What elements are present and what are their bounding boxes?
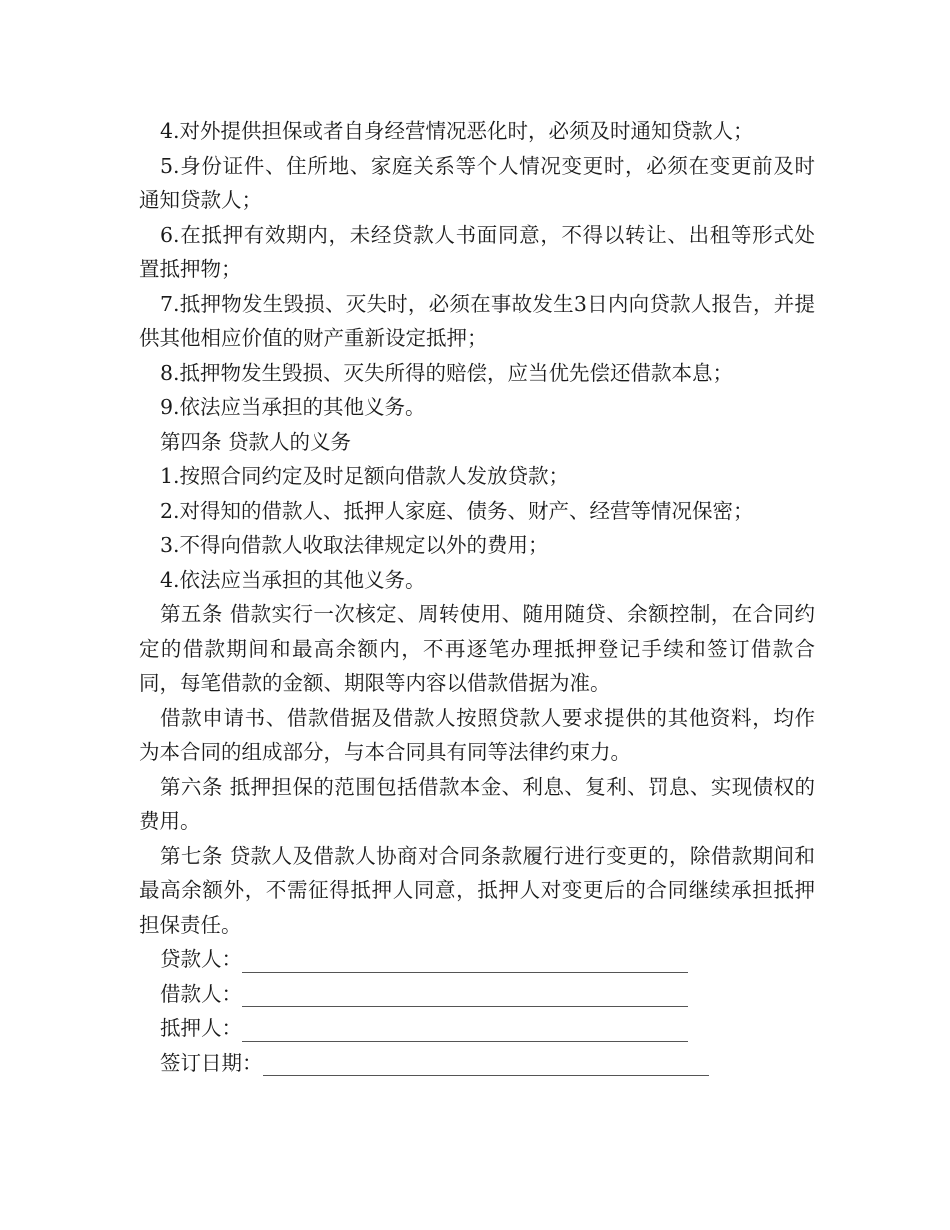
signing-date-row (139, 1046, 815, 1081)
lender-duty-2: 2.对得知的借款人、抵押人家庭、债务、财产、经营等情况保密； (160, 498, 754, 523)
clause-obligation-7: 7.抵押物发生毁损、灭失时，必须在事故发生3日内向贷款人报告，并提供其他相应价值的财产重新设定抵押； (139, 291, 815, 350)
mortgagor-signature-label: 抵押人： (160, 1016, 242, 1040)
lender-signature-line[interactable] (242, 952, 688, 973)
signing-date-label: 签订日期： (160, 1050, 263, 1075)
mortgagor-signature-line[interactable] (242, 1021, 688, 1042)
article-7: 第七条 贷款人及借款人协商对合同条款履行进行变更的，除借款期间和最高余额外，不需征得抵押人同意，抵押人对变更后的合同继续承担抵押担保责任。 (139, 843, 815, 937)
lender-duty-4: 4.依法应当承担的其他义务。 (160, 567, 426, 592)
signing-date-line[interactable] (263, 1055, 709, 1076)
clause-obligation-4: 4.对外提供担保或者自身经营情况恶化时，必须及时通知贷款人； (160, 119, 754, 143)
lender-signature-row (139, 942, 815, 977)
contract-page (139, 114, 815, 1080)
mortgagor-signature-row (139, 1011, 815, 1046)
article-6: 第六条 抵押担保的范围包括借款本金、利息、复利、罚息、实现债权的费用。 (139, 774, 815, 833)
lender-duty-1: 1.按照合同约定及时足额向借款人发放贷款； (160, 464, 570, 488)
article-4-heading: 第四条 贷款人的义务 (160, 429, 352, 454)
clause-obligation-6: 6.在抵押有效期内，未经贷款人书面同意，不得以转让、出租等形式处置抵押物； (139, 222, 815, 281)
article-5: 第五条 借款实行一次核定、周转使用、随用随贷、余额控制，在合同约定的借款期间和最高余额内，不再逐笔办理抵押登记手续和签订借款合同，每笔借款的金额、期限等内容以借款借据为准。 (139, 602, 815, 695)
borrower-signature-line[interactable] (242, 986, 688, 1007)
lender-signature-label: 贷款人： (160, 947, 242, 971)
borrower-signature-label: 借款人： (160, 981, 242, 1006)
lender-duty-3: 3.不得向借款人收取法律规定以外的费用； (160, 533, 549, 557)
clause-obligation-5: 5.身份证件、住所地、家庭关系等个人情况变更时，必须在变更前及时通知贷款人； (139, 153, 815, 212)
borrower-signature-row (139, 977, 815, 1012)
article-5-supplement: 借款申请书、借款借据及借款人按照贷款人要求提供的其他资料，均作为本合同的组成部分，与本合同具有同等法律约束力。 (139, 705, 815, 764)
clause-obligation-8: 8.抵押物发生毁损、灭失所得的赔偿，应当优先偿还借款本息； (160, 360, 734, 385)
clause-obligation-9: 9.依法应当承担的其他义务。 (160, 395, 426, 419)
